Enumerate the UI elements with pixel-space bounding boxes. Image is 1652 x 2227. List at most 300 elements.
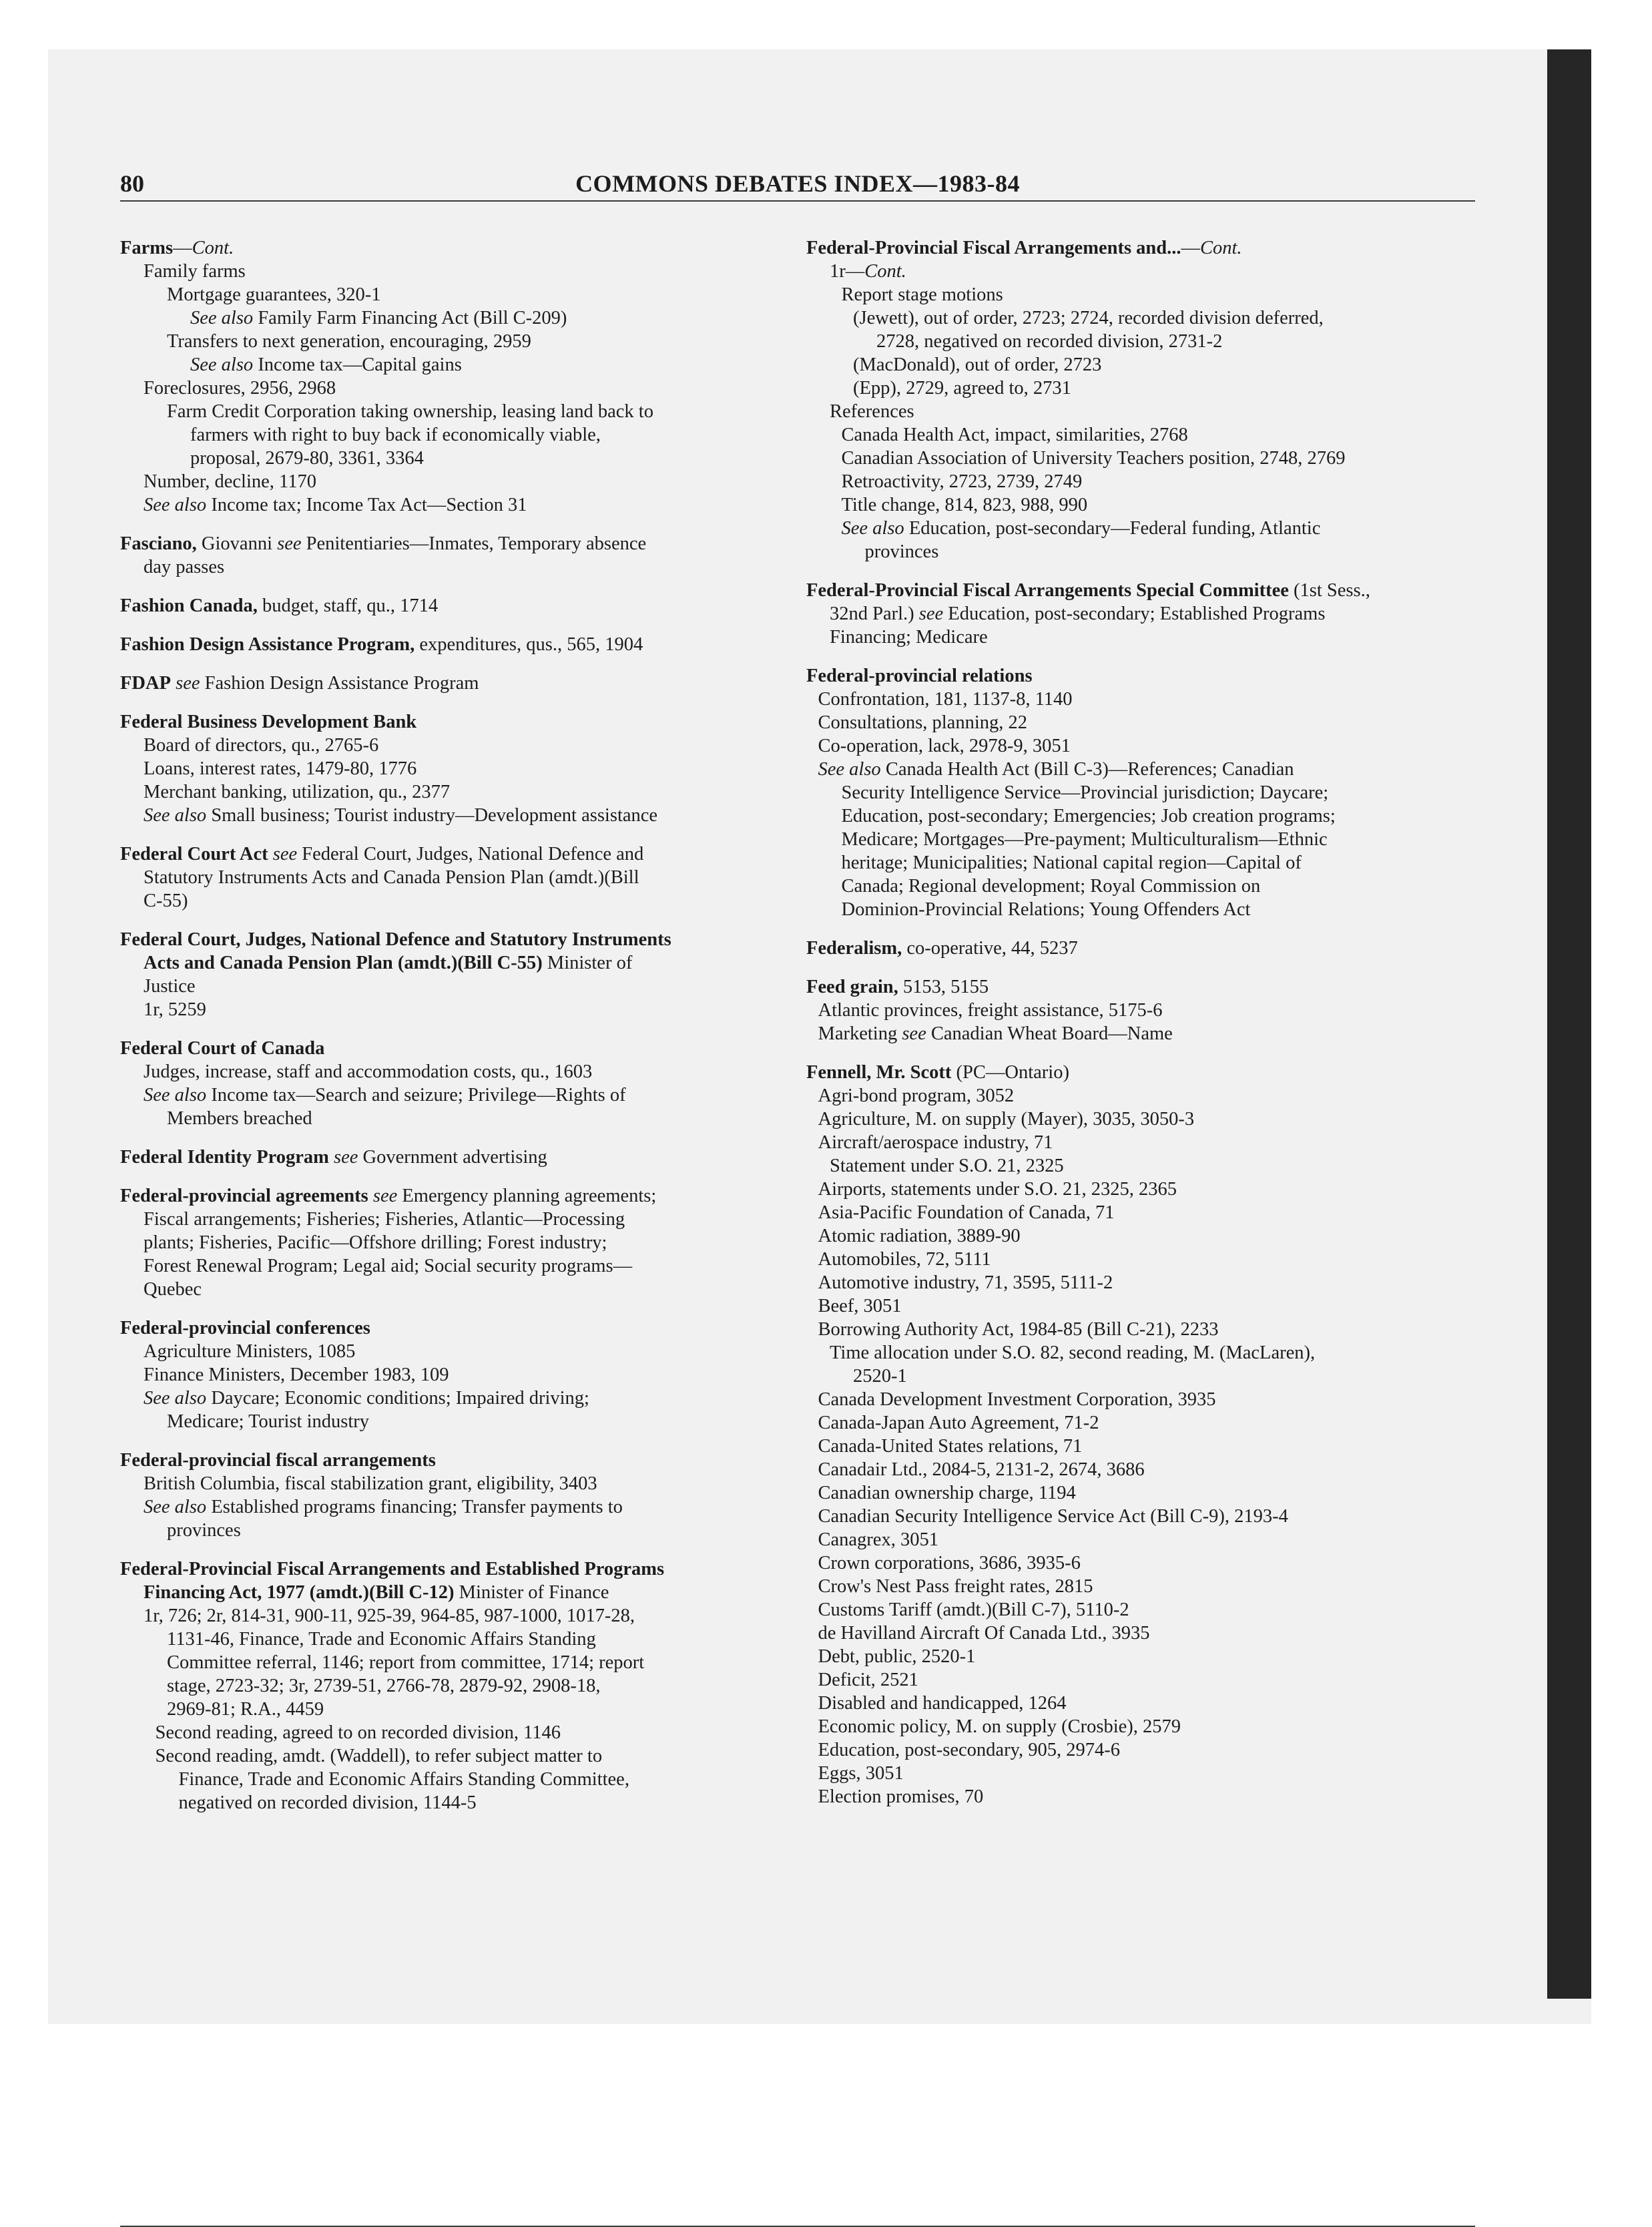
entry-text: Farm Credit Corporation taking ownership, leasing land back to	[167, 401, 653, 422]
index-entry	[120, 532, 761, 579]
entry-subline	[806, 470, 1480, 493]
entry-subline	[120, 757, 761, 780]
entry-heading-text: Federal Court, Judges, National Defence and Statutory Instruments	[120, 929, 671, 950]
entry-subline	[120, 1581, 761, 1604]
entry-subline	[120, 998, 761, 1021]
entry-subline	[806, 1178, 1480, 1201]
entry-subline	[806, 851, 1480, 875]
entry-text: Disabled and handicapped, 1264	[818, 1693, 1067, 1714]
entry-subline	[806, 330, 1480, 353]
cross-reference-marker: See also	[818, 759, 881, 780]
entry-subline	[806, 283, 1480, 306]
index-entry	[120, 928, 761, 1021]
entry-heading-line	[806, 236, 1480, 260]
entry-text: heritage; Municipalities; National capital region—Capital of	[841, 852, 1302, 873]
entry-text: Daycare; Economic conditions; Impaired driving;	[206, 1388, 589, 1409]
entry-subline	[806, 1022, 1480, 1045]
index-entry	[120, 1316, 761, 1433]
entry-text: (Jewett), out of order, 2723; 2724, recorded division deferred,	[853, 308, 1324, 328]
entry-heading-line	[806, 937, 1480, 960]
index-entry	[120, 1146, 761, 1169]
index-entry	[120, 710, 761, 827]
entry-text: farmers with right to buy back if economically viable,	[190, 425, 601, 445]
entry-text: Canada-Japan Auto Agreement, 71-2	[818, 1413, 1099, 1433]
entry-subline	[120, 1768, 761, 1791]
entry-subline	[120, 734, 761, 757]
entry-text: Dominion-Provincial Relations; Young Offenders Act	[841, 899, 1251, 920]
cross-reference-marker: see	[176, 673, 200, 694]
entry-subline	[120, 889, 761, 913]
entry-text: Finance Ministers, December 1983, 109	[144, 1365, 449, 1385]
entry-subline	[806, 828, 1480, 851]
entry-subline	[120, 1278, 761, 1301]
entry-text: Automobiles, 72, 5111	[818, 1249, 991, 1270]
entry-subline	[806, 1248, 1480, 1271]
entry-text: Loans, interest rates, 1479-80, 1776	[144, 758, 417, 779]
entry-text	[368, 1186, 373, 1206]
entry-text: Committee referral, 1146; report from committee, 1714; report	[167, 1652, 645, 1673]
entry-heading-line	[806, 579, 1480, 602]
entry-text: Fashion Design Assistance Program	[200, 673, 479, 694]
entry-heading-line	[806, 1061, 1480, 1084]
entry-subline	[806, 711, 1480, 734]
entry-subline	[806, 423, 1480, 447]
entry-text: Second reading, amdt. (Waddell), to refer subject matter to	[155, 1746, 603, 1766]
entry-text: Canadian Association of University Teachers position, 2748, 2769	[841, 448, 1346, 469]
entry-text: Agriculture, M. on supply (Mayer), 3035, 3050-3	[818, 1109, 1195, 1130]
entry-text: Family farms	[144, 261, 246, 282]
entry-heading-text: Federal-provincial relations	[806, 666, 1033, 686]
entry-subline	[120, 283, 761, 306]
entry-text: Atlantic provinces, freight assistance, 5175-6	[818, 1000, 1163, 1021]
entry-text: Income tax—Search and seizure; Privilege—Rights of	[206, 1085, 626, 1105]
entry-subline	[120, 447, 761, 470]
cross-reference-marker: see	[277, 533, 302, 554]
entry-subline	[120, 1495, 761, 1519]
entry-heading-text: Federal-Provincial Fiscal Arrangements and...	[806, 238, 1181, 258]
index-entry	[120, 1184, 761, 1301]
entry-text: 1r, 5259	[144, 999, 206, 1020]
entry-text: Fiscal arrangements; Fisheries; Fisheries, Atlantic—Processing	[144, 1209, 625, 1230]
entry-text: Economic policy, M. on supply (Crosbie), 2579	[818, 1716, 1181, 1737]
cross-reference-marker: see	[334, 1147, 358, 1168]
entry-text: Agriculture Ministers, 1085	[144, 1341, 356, 1362]
entry-text: Family Farm Financing Act (Bill C-209)	[253, 308, 567, 328]
entry-subline	[806, 1738, 1480, 1762]
entry-text: Canada; Regional development; Royal Commission on	[841, 876, 1261, 897]
cross-reference-marker: Cont.	[864, 261, 906, 282]
entry-heading-text: Federal-provincial agreements	[120, 1186, 368, 1206]
entry-subline	[806, 758, 1480, 781]
entry-subline	[806, 1294, 1480, 1318]
entry-subline	[806, 1528, 1480, 1551]
entry-text: References	[830, 401, 914, 422]
entry-subline	[120, 1387, 761, 1410]
entry-subline	[806, 540, 1480, 563]
entry-text: Members breached	[167, 1108, 312, 1129]
cross-reference-marker: See also	[144, 805, 207, 826]
entry-text: Crown corporations, 3686, 3935-6	[818, 1553, 1081, 1573]
index-entry	[806, 236, 1480, 563]
entry-text: Foreclosures, 2956, 2968	[144, 378, 336, 399]
entry-subline	[806, 260, 1480, 283]
entry-heading-line	[120, 1449, 761, 1472]
entry-text: Small business; Tourist industry—Development assistance	[206, 805, 658, 826]
entry-subline	[806, 1435, 1480, 1458]
entry-text: —	[1181, 238, 1200, 258]
entry-text: Asia-Pacific Foundation of Canada, 71	[818, 1202, 1115, 1223]
entry-subline	[806, 626, 1480, 649]
entry-text: Education, post-secondary—Federal funding, Atlantic	[904, 518, 1321, 539]
entry-subline	[806, 688, 1480, 711]
entry-subline	[806, 447, 1480, 470]
entry-subline	[806, 1201, 1480, 1224]
entry-subline	[806, 1458, 1480, 1481]
entry-text: Security Intelligence Service—Provincial jurisdiction; Daycare;	[841, 782, 1329, 803]
entry-heading-text: Federal Business Development Bank	[120, 712, 417, 732]
entry-text: Canagrex, 3051	[818, 1529, 938, 1550]
entry-heading-text: Farms	[120, 238, 174, 258]
entry-heading-text: Fennell, Mr. Scott	[806, 1062, 952, 1083]
entry-heading-text: Federal-provincial conferences	[120, 1318, 370, 1338]
entry-text: British Columbia, fiscal stabilization grant, eligibility, 3403	[144, 1473, 597, 1494]
entry-text: Customs Tariff (amdt.)(Bill C-7), 5110-2	[818, 1599, 1129, 1620]
entry-subline	[806, 1271, 1480, 1294]
entry-subline	[806, 400, 1480, 423]
entry-heading-text: Federal-Provincial Fiscal Arrangements Special Committee	[806, 580, 1289, 601]
entry-text: (MacDonald), out of order, 2723	[853, 354, 1102, 375]
entry-text: Federal Court, Judges, National Defence and	[297, 844, 644, 864]
entry-heading-line	[120, 236, 761, 260]
cross-reference-marker: See also	[144, 1388, 207, 1409]
entry-text: Education, post-secondary; Established Programs	[943, 603, 1326, 624]
entry-subline	[120, 1674, 761, 1698]
entry-subline	[120, 1519, 761, 1542]
entry-subline	[120, 377, 761, 400]
entry-subline	[120, 866, 761, 889]
entry-heading-line	[120, 1037, 761, 1060]
index-entry	[120, 1037, 761, 1130]
cross-reference-marker: See also	[144, 1497, 207, 1517]
entry-text: (PC—Ontario)	[951, 1062, 1069, 1083]
entry-heading-text: Fashion Canada,	[120, 595, 258, 616]
entry-heading-text: Federal Court of Canada	[120, 1038, 325, 1059]
entry-heading-line	[120, 633, 761, 656]
entry-heading-line	[120, 1316, 761, 1340]
entry-text: Canada Health Act, impact, similarities, 2768	[841, 425, 1188, 445]
entry-text: Marketing	[818, 1023, 902, 1044]
entry-text: Judges, increase, staff and accommodation costs, qu., 1603	[144, 1061, 593, 1082]
entry-text: Income tax—Capital gains	[253, 354, 462, 375]
entry-text: 5153, 5155	[898, 977, 989, 997]
cross-reference-marker: Cont.	[192, 238, 234, 258]
entry-subline	[806, 1598, 1480, 1622]
entry-subline	[806, 1692, 1480, 1715]
entry-text: Second reading, agreed to on recorded division, 1146	[155, 1722, 561, 1743]
entry-text: plants; Fisheries, Pacific—Offshore drilling; Forest industry;	[144, 1232, 607, 1253]
entry-text: 2520-1	[853, 1366, 907, 1387]
entry-subline	[120, 1107, 761, 1130]
entry-text: Report stage motions	[841, 284, 1003, 305]
entry-subline	[806, 1388, 1480, 1411]
entry-subline	[120, 353, 761, 377]
entry-text: Title change, 814, 823, 988, 990	[841, 495, 1088, 515]
entry-subline	[120, 1604, 761, 1628]
entry-text: Justice	[144, 976, 196, 997]
entry-heading-line	[120, 842, 761, 866]
cross-reference-marker: see	[902, 1023, 926, 1044]
entry-subline	[806, 898, 1480, 921]
entry-text: 2728, negatived on recorded division, 2731-2	[876, 331, 1223, 352]
entry-text: de Havilland Aircraft Of Canada Ltd., 3935	[818, 1623, 1150, 1644]
entry-subline	[806, 1715, 1480, 1738]
entry-text: Minister of Finance	[454, 1582, 609, 1603]
cross-reference-marker: See also	[190, 354, 254, 375]
entry-subline	[806, 1224, 1480, 1248]
entry-subline	[120, 951, 761, 975]
entry-heading-line	[806, 664, 1480, 688]
index-entry	[120, 633, 761, 656]
index-entry	[120, 1557, 761, 1814]
entry-text: Canadair Ltd., 2084-5, 2131-2, 2674, 3686	[818, 1459, 1145, 1480]
entry-subline	[120, 400, 761, 423]
header-rule	[120, 200, 1475, 202]
index-entry	[120, 842, 761, 913]
entry-text: negatived on recorded division, 1144-5	[178, 1792, 477, 1813]
entry-text: Co-operation, lack, 2978-9, 3051	[818, 736, 1071, 756]
cross-reference-marker: See also	[144, 495, 207, 515]
entry-subline	[806, 999, 1480, 1022]
entry-heading-line	[806, 975, 1480, 999]
entry-text: (Epp), 2729, agreed to, 2731	[853, 378, 1071, 399]
entry-text: Emergency planning agreements;	[397, 1186, 657, 1206]
index-entry	[120, 1449, 761, 1542]
entry-subline	[120, 1254, 761, 1278]
entry-subline	[806, 781, 1480, 804]
entry-subline	[120, 1231, 761, 1254]
entry-text: Canada Development Investment Corporation, 3935	[818, 1389, 1216, 1410]
entry-text: Atomic radiation, 3889-90	[818, 1226, 1021, 1246]
entry-text: —	[173, 238, 192, 258]
index-entry	[806, 1061, 1480, 1808]
entry-text: Minister of	[542, 953, 633, 973]
scan-binding-edge	[1547, 49, 1591, 1999]
entry-subline	[806, 1785, 1480, 1808]
index-column-right	[806, 236, 1480, 1824]
entry-text: Automotive industry, 71, 3595, 5111-2	[818, 1272, 1113, 1293]
entry-text: Beef, 3051	[818, 1296, 902, 1316]
entry-text: Canada-United States relations, 71	[818, 1436, 1083, 1457]
entry-subline	[120, 1340, 761, 1363]
entry-subline	[806, 1645, 1480, 1668]
entry-text: Election promises, 70	[818, 1786, 984, 1807]
entry-subline	[120, 1698, 761, 1721]
entry-text: Deficit, 2521	[818, 1670, 918, 1690]
entry-subline	[806, 734, 1480, 758]
entry-subline	[806, 804, 1480, 828]
entry-subline	[806, 1762, 1480, 1785]
entry-subline	[120, 306, 761, 330]
entry-text: Canadian Security Intelligence Service Act (Bill C-9), 2193-4	[818, 1506, 1288, 1527]
index-column-left	[120, 236, 761, 1830]
entry-text: Medicare; Mortgages—Pre-payment; Multiculturalism—Ethnic	[841, 829, 1328, 850]
entry-subline	[806, 1107, 1480, 1131]
entry-subline	[120, 1060, 761, 1083]
entry-text: Crow's Nest Pass freight rates, 2815	[818, 1576, 1093, 1597]
entry-text: Merchant banking, utilization, qu., 2377	[144, 782, 451, 802]
entry-heading-text: Federal-Provincial Fiscal Arrangements and Established Programs	[120, 1559, 665, 1579]
entry-text: Finance, Trade and Economic Affairs Standing Committee,	[178, 1769, 629, 1790]
index-entry	[806, 937, 1480, 960]
entry-text: stage, 2723-32; 3r, 2739-51, 2766-78, 2879-92, 2908-18,	[167, 1676, 601, 1696]
entry-heading-line	[120, 1184, 761, 1208]
cross-reference-marker: See also	[144, 1085, 207, 1105]
index-entry	[120, 672, 761, 695]
entry-heading-line	[120, 1146, 761, 1169]
entry-text: Income tax; Income Tax Act—Section 31	[206, 495, 527, 515]
entry-subline	[806, 602, 1480, 626]
entry-text	[268, 844, 273, 864]
cross-reference-marker: See also	[841, 518, 904, 539]
entry-subline	[806, 1365, 1480, 1388]
entry-heading-text: Federal-provincial fiscal arrangements	[120, 1450, 436, 1471]
entry-heading-line	[120, 928, 761, 951]
cross-reference-marker: see	[272, 844, 298, 864]
entry-text: Borrowing Authority Act, 1984-85 (Bill C-21), 2233	[818, 1319, 1219, 1340]
entry-text: Government advertising	[358, 1147, 547, 1168]
entry-text: Statement under S.O. 21, 2325	[830, 1156, 1064, 1176]
entry-text: Aircraft/aerospace industry, 71	[818, 1132, 1053, 1153]
entry-heading-text: FDAP	[120, 673, 171, 694]
entry-subline	[120, 1791, 761, 1814]
entry-subline	[806, 1084, 1480, 1107]
entry-text: Education, post-secondary, 905, 2974-6	[818, 1740, 1120, 1760]
entry-text: proposal, 2679-80, 3361, 3364	[190, 448, 424, 469]
entry-heading-text: Fashion Design Assistance Program,	[120, 634, 415, 655]
entry-subline	[806, 1551, 1480, 1575]
entry-subline	[120, 1083, 761, 1107]
entry-subline	[806, 306, 1480, 330]
entry-text: day passes	[144, 557, 225, 577]
entry-text: provinces	[167, 1520, 241, 1541]
cross-reference-marker: see	[918, 603, 944, 624]
entry-text: Penitentiaries—Inmates, Temporary absence	[301, 533, 647, 554]
entry-subline	[806, 1575, 1480, 1598]
entry-heading-text: Acts and Canada Pension Plan (amdt.)(Bill C-55)	[144, 953, 543, 973]
entry-text: Retroactivity, 2723, 2739, 2749	[841, 471, 1083, 492]
entry-heading-text: Federal Identity Program	[120, 1147, 329, 1168]
entry-heading-line	[120, 532, 761, 555]
entry-text: Time allocation under S.O. 82, second reading, M. (MacLaren),	[830, 1342, 1316, 1363]
entry-subline	[806, 1154, 1480, 1178]
entry-subline	[120, 330, 761, 353]
entry-subline	[120, 1721, 761, 1744]
index-entry	[806, 664, 1480, 921]
entry-subline	[120, 555, 761, 579]
entry-text: Confrontation, 181, 1137-8, 1140	[818, 689, 1073, 710]
page-header	[120, 170, 1475, 203]
entry-text: C-55)	[144, 891, 188, 911]
entry-heading-line	[120, 710, 761, 734]
entry-text: 1131-46, Finance, Trade and Economic Affairs Standing	[167, 1629, 596, 1650]
entry-text: Canada Health Act (Bill C-3)—References; Canadian	[880, 759, 1294, 780]
cross-reference-marker: see	[372, 1186, 398, 1206]
entry-text: Transfers to next generation, encouraging, 2959	[167, 331, 531, 352]
entry-subline	[806, 875, 1480, 898]
entry-text: Medicare; Tourist industry	[167, 1411, 370, 1432]
index-entry	[120, 594, 761, 617]
entry-subline	[120, 1651, 761, 1674]
entry-subline	[806, 1341, 1480, 1365]
entry-subline	[806, 1505, 1480, 1528]
entry-text: Established programs financing; Transfer payments to	[206, 1497, 623, 1517]
entry-text: 32nd Parl.)	[830, 603, 919, 624]
entry-text: Statutory Instruments Acts and Canada Pension Plan (amdt.)(Bill	[144, 867, 639, 888]
entry-text: Education, post-secondary; Emergencies; Job creation programs;	[841, 806, 1336, 826]
entry-subline	[806, 493, 1480, 517]
entry-text: Quebec	[144, 1279, 202, 1300]
entry-text: Agri-bond program, 3052	[818, 1085, 1015, 1106]
entry-subline	[806, 1668, 1480, 1692]
entry-text: 1r, 726; 2r, 814-31, 900-11, 925-39, 964-85, 987-1000, 1017-28,	[144, 1605, 635, 1626]
entry-subline	[120, 1363, 761, 1387]
entry-text: Board of directors, qu., 2765-6	[144, 735, 379, 756]
entry-subline	[120, 1410, 761, 1433]
entry-subline	[120, 1208, 761, 1231]
entry-text: co-operative, 44, 5237	[902, 938, 1078, 959]
entry-text: Canadian ownership charge, 1194	[818, 1483, 1076, 1503]
entry-text: Giovanni	[196, 533, 278, 554]
entry-subline	[120, 470, 761, 493]
entry-heading-line	[120, 1557, 761, 1581]
entry-text: Consultations, planning, 22	[818, 712, 1027, 733]
entry-subline	[120, 260, 761, 283]
entry-heading-text: Financing Act, 1977 (amdt.)(Bill C-12)	[144, 1582, 455, 1603]
entry-heading-text: Federalism,	[806, 938, 902, 959]
page-number: 80	[120, 170, 144, 197]
entry-text	[329, 1147, 334, 1168]
entry-text: Number, decline, 1170	[144, 471, 316, 492]
entry-text: Forest Renewal Program; Legal aid; Social security programs—	[144, 1256, 633, 1276]
entry-text: Debt, public, 2520-1	[818, 1646, 976, 1667]
entry-text: expenditures, qus., 565, 1904	[415, 634, 643, 655]
entry-subline	[120, 804, 761, 827]
running-title: COMMONS DEBATES INDEX—1983-84	[575, 170, 1020, 197]
entry-subline	[120, 975, 761, 998]
entry-text: Financing; Medicare	[830, 627, 988, 648]
entry-subline	[806, 1622, 1480, 1645]
entry-subline	[806, 1411, 1480, 1435]
entry-text: 1r—	[830, 261, 865, 282]
entry-text: Airports, statements under S.O. 21, 2325, 2365	[818, 1179, 1177, 1200]
index-entry	[806, 975, 1480, 1045]
entry-heading-text: Fasciano,	[120, 533, 197, 554]
entry-text: provinces	[864, 541, 939, 562]
entry-heading-line	[120, 594, 761, 617]
entry-text: Mortgage guarantees, 320-1	[167, 284, 381, 305]
entry-subline	[806, 353, 1480, 377]
index-entry	[120, 236, 761, 517]
entry-text: (1st Sess.,	[1288, 580, 1370, 601]
entry-subline	[806, 1481, 1480, 1505]
entry-subline	[120, 423, 761, 447]
entry-text: 2969-81; R.A., 4459	[167, 1699, 324, 1720]
entry-subline	[120, 1472, 761, 1495]
entry-text: Canadian Wheat Board—Name	[926, 1023, 1173, 1044]
cross-reference-marker: See also	[190, 308, 254, 328]
entry-subline	[806, 1318, 1480, 1341]
cross-reference-marker: Cont.	[1199, 238, 1242, 258]
